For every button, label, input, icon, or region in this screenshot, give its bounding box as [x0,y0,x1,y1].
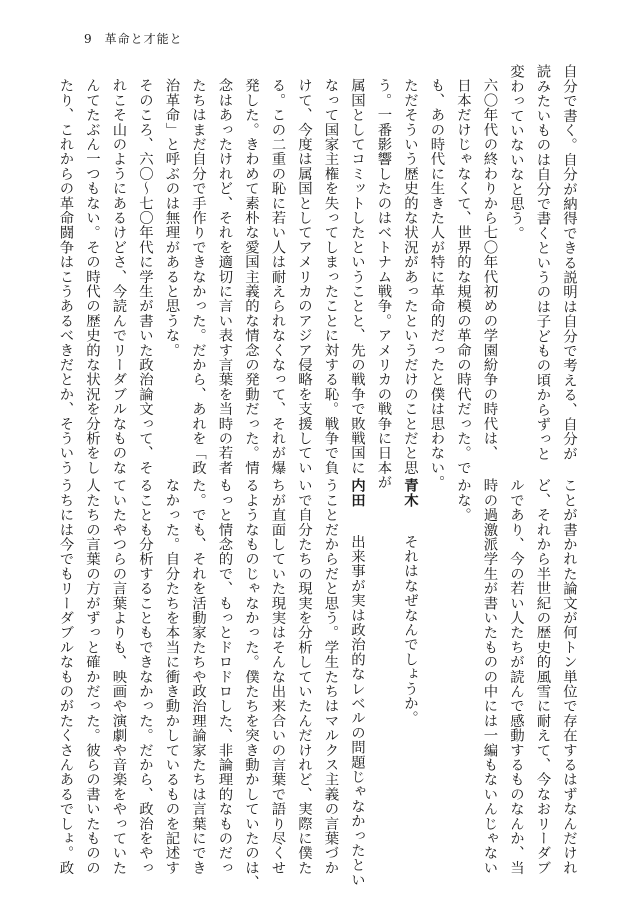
text-line: ちが直面していた現実はそんな出来合いの言葉で語り尽くせ [269,478,286,875]
paragraph [503,64,583,469]
speaker-turn-aoki [397,478,424,883]
text-line: るようなものじゃなかった。僕たちを突き動かしていたのは、 [243,478,259,890]
text-line: 変わっていないなと思う。 [508,64,524,241]
text-line: うことだからだと思う。学生たちはマルクス主義の言葉づか [322,478,339,875]
text-line: なかった。自分たちを本当に衝き動かしているものを記述す [163,478,180,875]
column-gap [423,478,450,883]
text-line: ど、それから半世紀の歴史的風雪に耐えて、今なおリーダブ [534,478,551,875]
text-line: ることも分析することもできなかった。だから、政治をやっ [137,478,153,875]
text-line: 読みたいものは自分で書くというのは子どもの頃からずっと [534,64,551,461]
text-line: たり、これからの革命闘争はこうあるべきだとか、そういう [57,78,74,476]
text-line: もっと情念的で、もっとドロドロした、非論理的なものだっ [216,478,233,875]
text-line: そのころ、六〇〜七〇年代に学生が書いた政治論文って、そ [137,78,153,476]
text-line: それはなぜなんでしょうか。 [402,534,418,726]
text-line: けて、今度は属国としてアメリカのアジア侵略を支援してい [296,78,312,476]
text-line: る。この二重の恥に若い人は耐えられなくなって、それが爆 [269,78,286,476]
paragraph [52,64,158,476]
text-line: ことが書かれた論文が何トン単位で存在するはずなんだけれ [561,478,577,875]
text-line: たちはまだ自分で手作りできなかった。だから、あれを「政 [190,78,206,476]
speaker-name: 青木 [402,478,418,508]
text-line: も、あの時代に生きた人が特に革命的だったと僕は思わない。 [428,78,445,490]
text-line: 人たちの言葉の方がずっと確かだった。彼らの書いたものの [84,478,100,875]
paragraph [158,64,503,490]
text-line: 念はあったけれど、それを適切に言い表す言葉を当時の若者 [216,78,233,476]
text-line: ていたやつらの言葉よりも、映画や演劇や音楽をやっていた [110,478,127,875]
text-block-bottom [57,478,582,890]
page-number: 9 [84,32,93,46]
paragraph [450,478,583,883]
text-line: 時の過激派学生が書いたものの中には一編もないんじゃない [481,478,498,875]
text-line: た。でも、それを活動家たちや政治理論家たちは言葉にでき [190,478,206,875]
text-line: かな。 [455,478,471,523]
text-line: 発した。きわめて素朴な愛国主義的な情念の発動だった。情 [243,78,259,476]
text-line: 日本だけじゃなくて、世界的な規模の革命の時代だった。で [455,78,471,476]
text-line: れこそ山のようにあるけどさ、今読んでリーダブルなものな [110,78,127,476]
text-line: うちには今でもリーダブルなものがたくさんあるでしょ。政 [57,478,74,875]
text-line: 属国としてコミットしたということと、先の戦争で敗戦国に [349,78,365,476]
text-line: ただそういう歴史的な状況があったというだけのことだと思 [402,78,418,476]
text-line: 治革命」と呼ぶのは無理があると思うな。 [163,78,180,358]
text-line: う。一番影響したのはベトナム戦争。アメリカの戦争に日本が [375,78,392,490]
text-block-top [57,64,582,490]
text-line: 出来事が実は政治的なレベルの問題じゃなかったとい [349,534,365,887]
speaker-name: 内田 [349,478,365,508]
running-head [84,30,183,47]
section-title: 革命と才能と [104,32,183,46]
column-gap [370,478,397,883]
speaker-turn-uchida [52,478,370,890]
text-line: 六〇年代の終わりから七〇年代初めの学園紛争の時代は、 [481,78,498,461]
text-line: いで自分たちの現実を分析していたんだけれど、実際に僕た [296,478,312,875]
text-line: 自分で書く。自分が納得できる説明は自分で考える、自分が [561,64,577,461]
text-line: ルであり、今の若い人たちが読んで感動するものなんか、当 [508,478,524,875]
text-line: なって国家主権を失ってしまったことに対する恥。戦争で負 [322,78,339,476]
text-line: んてたぶん一つもない。その時代の歴史的な状況を分析をし [84,78,100,476]
